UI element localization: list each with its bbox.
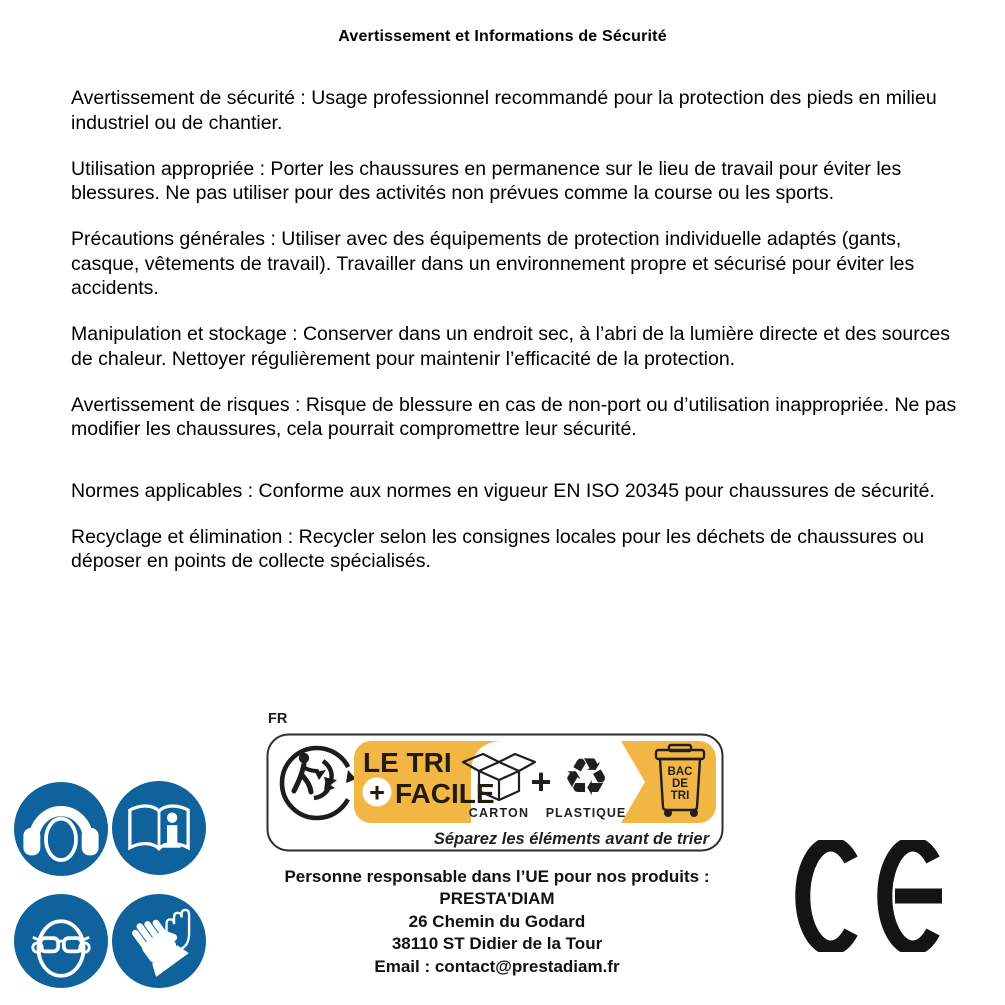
ce-mark-icon	[795, 840, 950, 952]
recycling-triangle-icon: ♻	[562, 748, 610, 808]
company-name: PRESTA'DIAM	[439, 889, 555, 909]
read-instruction-manual-icon	[112, 781, 206, 875]
info-tri-label-graphic	[266, 733, 725, 853]
paragraph-proper-use: Utilisation appropriée : Porter les chaussures en permanence sur le lieu de travail pour éviter les blessures. Ne pas utiliser pour des activités non prévues comme la course ou les sports.	[71, 157, 902, 204]
info-tri-recycling-label	[266, 733, 725, 853]
materials-plus: +	[530, 761, 552, 802]
eu-responsible-contact-block	[252, 866, 742, 978]
mandatory-safety-icons	[14, 781, 210, 991]
page-title: Avertissement et Informations de Sécurité	[338, 28, 667, 45]
paragraph-handling-storage: Manipulation et stockage : Conserver dans un endroit sec, à l’abri de la lumière directe et des sources de chaleur. Nettoyer régulièrement pour maintenir l’efficacité de la protection.	[71, 323, 951, 370]
wear-protective-gloves-icon	[112, 894, 206, 988]
address-line-1: 26 Chemin du Godard	[408, 911, 586, 931]
country-code-label: FR	[268, 711, 288, 727]
safety-text-block	[71, 86, 971, 595]
responsible-line: Personne responsable dans l’UE pour nos produits :	[284, 867, 710, 886]
paragraph-safety-warning: Avertissement de sécurité : Usage professionnel recommandé pour la protection des pieds en milieu industriel ou de chantier.	[71, 87, 937, 134]
bin-label-de: DE	[672, 778, 688, 790]
paragraph-risk-warning: Avertissement de risques : Risque de blessure en cas de non-port ou d’utilisation inappropriée. Ne pas modifier les chaussures, cela pourrait compromettre leur sécurité.	[71, 393, 957, 440]
wear-eye-protection-icon	[14, 894, 108, 988]
email-line: Email : contact@prestadiam.fr	[374, 956, 620, 976]
bin-label-tri: TRI	[670, 790, 690, 802]
headline-facile: FACILE	[395, 778, 495, 809]
material-carton-label: CARTON	[468, 806, 530, 820]
material-plastique-label: PLASTIQUE	[545, 806, 627, 820]
paragraph-standards: Normes applicables : Conforme aux normes en vigueur EN ISO 20345 pour chaussures de sécurité.	[71, 479, 935, 502]
headline-plus: +	[369, 777, 385, 808]
bin-label-bac: BAC	[667, 766, 693, 778]
paragraph-general-precautions: Précautions générales : Utiliser avec des équipements de protection individuelle adaptés (gants, casque, vêtements de travail). Travailler dans un environnement propre et sécurisé pour éviter les accidents.	[71, 228, 915, 299]
address-line-2: 38110 ST Didier de la Tour	[391, 934, 603, 954]
label-caption: Séparez les éléments avant de trier	[433, 830, 709, 848]
headline-le-tri: LE TRI	[363, 747, 452, 778]
wear-ear-protection-icon	[14, 782, 108, 876]
paragraph-recycling: Recyclage et élimination : Recycler selon les consignes locales pour les déchets de chaussures ou déposer en points de collecte spécialisés.	[71, 525, 925, 572]
